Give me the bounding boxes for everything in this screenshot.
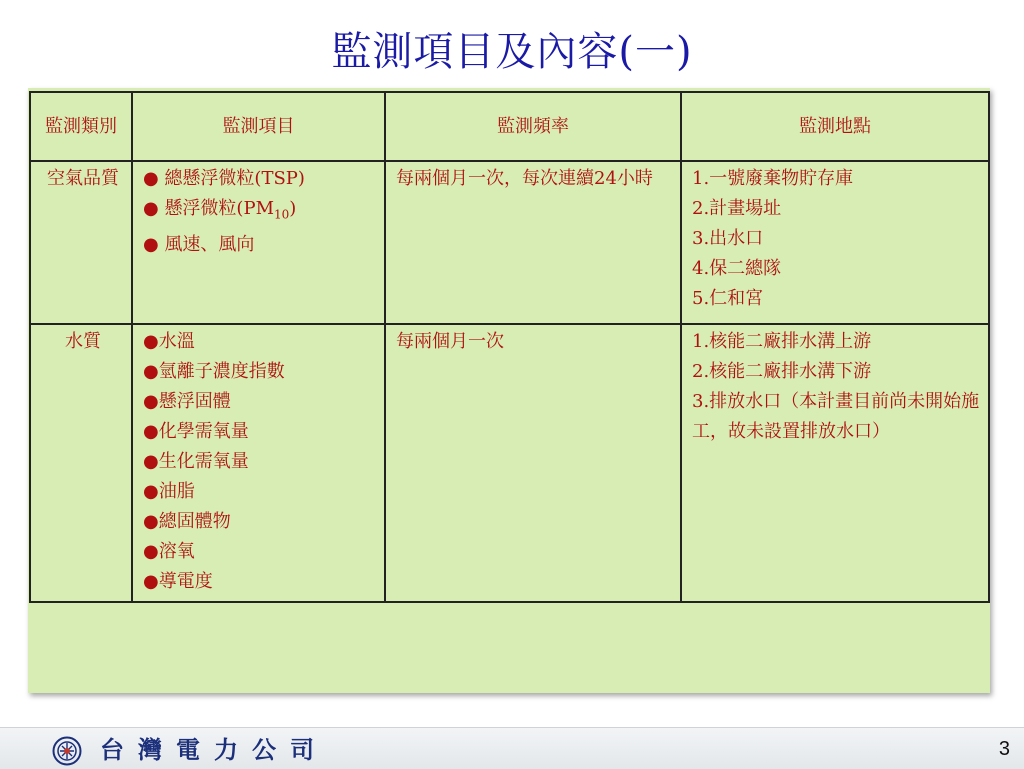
frequency-cell: 每兩個月一次，每次連續24小時 <box>385 161 681 324</box>
location-item: 1.一號廢棄物貯存庫 <box>692 168 854 189</box>
list-item <box>143 447 378 477</box>
location-item: 2.計畫場址 <box>692 198 782 219</box>
items-cell <box>132 161 385 324</box>
location-item: 2.核能二廠排水溝下游 <box>692 361 872 382</box>
item-text: 溶氧 <box>158 541 195 562</box>
slide-title: 監測項目及內容(一) <box>331 29 693 75</box>
monitoring-table <box>29 91 990 603</box>
list-item <box>143 387 378 417</box>
item-suffix: ) <box>289 198 297 219</box>
items-list <box>143 164 378 260</box>
list-item <box>143 567 378 597</box>
bullet-icon: ● <box>143 451 159 472</box>
header-frequency: 監測頻率 <box>385 92 681 161</box>
item-text: 總固體物 <box>158 511 231 532</box>
list-item <box>143 327 378 357</box>
content-panel <box>28 88 990 693</box>
category-cell: 水質 <box>30 324 132 602</box>
item-text: 氫離子濃度指數 <box>158 361 285 382</box>
bullet-icon: ● <box>143 571 159 592</box>
page-number: 3 <box>998 738 1010 760</box>
item-text: 化學需氧量 <box>158 421 249 442</box>
bullet-icon: ● <box>143 391 159 412</box>
taipower-logo-icon <box>52 736 82 766</box>
bullet-icon: ● <box>143 198 165 219</box>
item-text: 導電度 <box>158 571 213 592</box>
item-text: 風速、風向 <box>164 233 255 255</box>
locations-cell <box>681 324 989 602</box>
header-items: 監測項目 <box>132 92 385 161</box>
items-cell <box>132 324 385 602</box>
item-text: 懸浮固體 <box>158 391 231 412</box>
list-item <box>143 164 378 194</box>
header-locations: 監測地點 <box>681 92 989 161</box>
location-item: 4.保二總隊 <box>692 258 782 279</box>
list-item <box>143 507 378 537</box>
list-item <box>143 230 378 260</box>
item-text: 總懸浮微粒(TSP) <box>164 168 305 189</box>
bullet-icon: ● <box>143 421 159 442</box>
location-item: 3.出水口 <box>692 228 764 249</box>
bullet-icon: ● <box>143 233 165 255</box>
table-row <box>30 324 989 602</box>
company-name: 台灣電力公司 <box>100 735 328 764</box>
header-category: 監測類別 <box>30 92 132 161</box>
item-text: 水溫 <box>158 331 195 352</box>
item-text: 生化需氧量 <box>158 451 249 472</box>
table-row <box>30 161 989 324</box>
item-text: 懸浮微粒(PM <box>164 198 275 219</box>
list-item <box>143 477 378 507</box>
frequency-cell: 每兩個月一次 <box>385 324 681 602</box>
location-item: 5.仁和宮 <box>692 288 764 309</box>
locations-cell <box>681 161 989 324</box>
list-item <box>143 194 378 230</box>
location-item: 3.排放水口（本計畫目前尚未開始施工，故未設置排放水口） <box>692 391 980 442</box>
list-item <box>143 417 378 447</box>
footer-bar <box>0 727 1024 769</box>
location-item: 1.核能二廠排水溝上游 <box>692 331 872 352</box>
bullet-icon: ● <box>143 331 159 352</box>
items-list <box>143 327 378 597</box>
bullet-icon: ● <box>143 361 159 382</box>
item-subscript: 10 <box>274 207 290 222</box>
list-item <box>143 537 378 567</box>
category-cell: 空氣品質 <box>30 161 132 324</box>
bullet-icon: ● <box>143 511 159 532</box>
bullet-icon: ● <box>143 168 165 189</box>
bullet-icon: ● <box>143 481 159 502</box>
bullet-icon: ● <box>143 541 159 562</box>
list-item <box>143 357 378 387</box>
item-text: 油脂 <box>158 481 195 502</box>
